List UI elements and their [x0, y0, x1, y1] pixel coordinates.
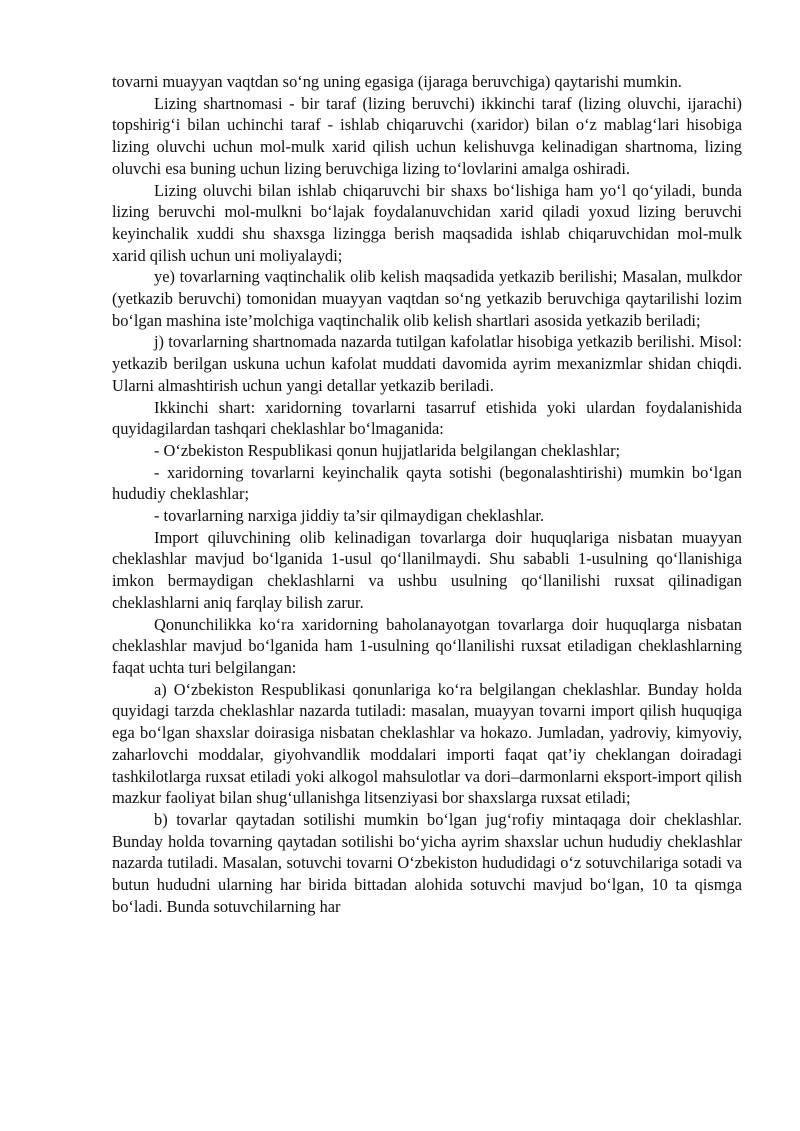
document-page	[112, 71, 742, 917]
list-item-2: - xaridorning tovarlarni keyinchalik qayta sotishi (begonalashtirishi) mumkin bo‘lgan hududiy cheklashlar;	[112, 462, 742, 504]
paragraph-4: ye) tovarlarning vaqtinchalik olib kelish maqsadida yetkazib berilishi; Masalan, mulkdor (yetkazib beruvchi) tomonidan muayyan vaqtdan so‘ng yetkazib beruvchiga qaytarilishi lozim bo‘lgan mashina iste’molchiga vaqtinchalik olib kelish shartlari asosida yetkazib beriladi;	[112, 267, 742, 330]
paragraph-9: a) O‘zbekiston Respublikasi qonunlariga ko‘ra belgilangan cheklashlar. Bunday holda quyidagi tarzda cheklashlar nazarda tutiladi: masalan, muayyan tovarni import qilish huquqiga ega bo‘lgan shaxslar doirasiga nisbatan cheklashlar va hokazo. Jumladan, yadroviy, kimyoviy, zaharlovchi moddalar, giyohvandlik moddalari importi faqat qat’iy cheklangan doiradagi tashkilotlarga ruxsat etiladi yoki alkogol mahsulotlar va dori–darmonlarni eksport-import qilish mazkur faoliyat bilan shug‘ullanishga litsenziyasi bor shaxslarga ruxsat etiladi;	[112, 679, 742, 808]
paragraph-8: Qonunchilikka ko‘ra xaridorning baholanayotgan tovarlarga doir huquqlarga nisbatan cheklashlar mavjud bo‘lganida ham 1-usulning qo‘llanilishi ruxsat etiladigan cheklashlarning faqat uchta turi belgilangan:	[112, 614, 742, 677]
list-item-1: - O‘zbekiston Respublikasi qonun hujjatlarida belgilangan cheklashlar;	[154, 440, 621, 460]
paragraph-6: Ikkinchi shart: xaridorning tovarlarni tasarruf etishida yoki ulardan foydalanishida quyidagilardan tashqari cheklashlar bo‘lmaganida:	[112, 397, 742, 439]
paragraph-1: tovarni muayyan vaqtdan so‘ng uning egasiga (ijaraga beruvchiga) qaytarishi mumkin.	[112, 72, 682, 91]
paragraph-2: Lizing shartnomasi - bir taraf (lizing beruvchi) ikkinchi taraf (lizing oluvchi, ijarachi) topshirig‘i bilan uchinchi taraf - ishlab chiqaruvchi (xaridor) bilan o‘z mablag‘lari hisobiga lizing oluvchi uchun mol-mulk xarid qilish uchun kelishuvga kelinadigan shartnoma, lizing oluvchi esa buning uchun lizing beruvchiga lizing to‘lovlarini amalga oshiradi.	[112, 93, 742, 178]
paragraph-5: j) tovarlarning shartnomada nazarda tutilgan kafolatlar hisobiga yetkazib berilishi. Misol: yetkazib berilgan uskuna uchun kafolat muddati davomida ayrim mexanizmlar shidan chiqdi. Ularni almashtirish uchun yangi detallar yetkazib beriladi.	[112, 332, 742, 395]
paragraph-3: Lizing oluvchi bilan ishlab chiqaruvchi bir shaxs bo‘lishiga ham yo‘l qo‘yiladi, bunda lizing beruvchi mol-mulkni bo‘lajak foydalanuvchidan xarid qiladi yoxud lizing beruvchi keyinchalik xuddi shu shaxsga lizingga berish maqsadida ishlab chiqaruvchidan mol-mulk xarid qilish uchun uni moliyalaydi;	[112, 180, 742, 265]
paragraph-10: b) tovarlar qaytadan sotilishi mumkin bo‘lgan jug‘rofiy mintaqaga doir cheklashlar. Bunday holda tovarning qaytadan sotilishi bo‘yicha ayrim shaxslar uchun hududiy cheklashlar nazarda tutiladi. Masalan, sotuvchi tovarni O‘zbekiston hududidagi o‘z sotuvchilariga sotadi va butun hududni ularning har birida bittadan alohida sotuvchi mavjud bo‘lgan, 10 ta qismga bo‘ladi. Bunda sotuvchilarning har	[112, 809, 742, 916]
list-item-3: - tovarlarning narxiga jiddiy ta’sir qilmaydigan cheklashlar.	[154, 506, 545, 526]
paragraph-7: Import qiluvchining olib kelinadigan tovarlarga doir huquqlariga nisbatan muayyan cheklashlar mavjud bo‘lganida 1-usul qo‘llanilmaydi. Shu sababli 1-usulning qo‘llanishiga imkon bermaydigan cheklashlarni va ushbu usulning qo‘llanilishi ruxsat qilinadigan cheklashlarni aniq farqlay bilish zarur.	[112, 527, 742, 612]
